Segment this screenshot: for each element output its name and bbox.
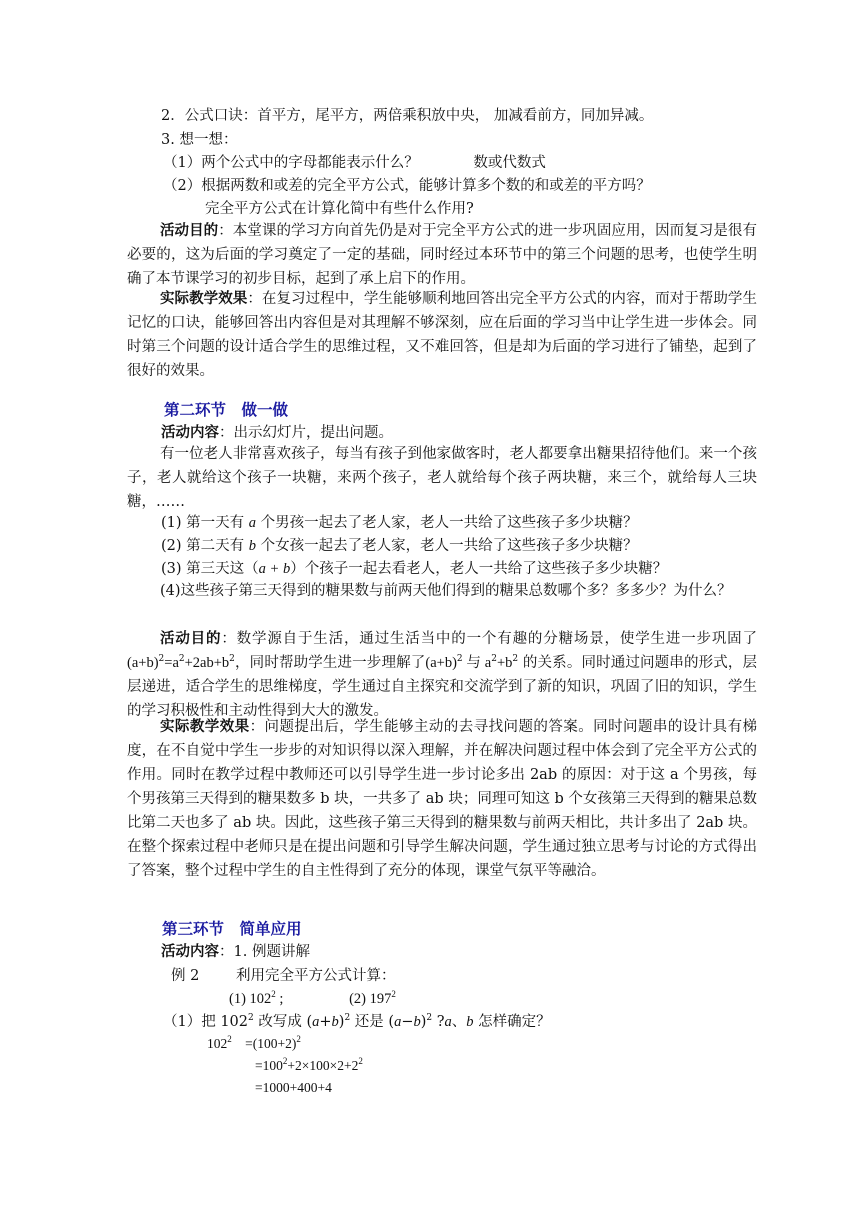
rq-minus: −: [401, 1014, 414, 1030]
formula-2a: (a+b): [425, 655, 457, 671]
purpose-label: 活动目的: [160, 222, 219, 239]
rq-end-c: 怎样确定？: [473, 1014, 551, 1030]
formula-2c: +b: [496, 655, 513, 671]
question-1: [163, 153, 546, 173]
rq-pre: （1）把 102: [163, 1014, 249, 1030]
sq-4: 2: [456, 654, 463, 664]
rq-mid1: 改写成 (: [253, 1014, 313, 1030]
section-2-heading: 第二环节 做一做: [164, 400, 289, 419]
calc2-sq1: 2: [282, 1056, 288, 1066]
q3-var: a + b: [258, 561, 291, 577]
rq-end-b: 、: [451, 1014, 467, 1030]
sq-3: 2: [229, 654, 235, 664]
sq-5: 2: [491, 654, 497, 664]
calc1-left: 102: [207, 1036, 228, 1051]
story-question-3: [161, 559, 667, 579]
activity-purpose-1: [127, 219, 757, 291]
rq-var2: b: [466, 1014, 474, 1030]
rq-mid3: 还是 (: [350, 1014, 395, 1030]
rq-sq3: 2: [426, 1013, 433, 1023]
ex2-sq: 2: [391, 989, 396, 999]
formula-1a: (a+b): [127, 655, 159, 671]
activity-content-3: [161, 942, 310, 962]
q2-post: 个女孩一起去了老人家，老人一共给了这些孩子多少块糖？: [256, 538, 638, 554]
question-1-text: （1）两个公式中的字母都能表示什么？: [163, 155, 419, 171]
q1-pre: (1) 第一天有: [161, 515, 249, 531]
rq-end-a: ?: [432, 1014, 445, 1030]
rewrite-question: [163, 1012, 551, 1032]
rq-b1: b: [331, 1014, 339, 1030]
sq-6: 2: [512, 654, 519, 664]
story-paragraph: 有一位老人非常喜欢孩子，每当有孩子到他家做客时，老人都要拿出糖果招待他们。来一个孩子，老人就给这个孩子一块糖，来两个孩子，老人就给每个孩子两块糖，来三个，就给每人三块糖，……: [127, 446, 757, 510]
activity-purpose-2: [127, 627, 757, 723]
rq-sq2: 2: [344, 1013, 351, 1023]
activity-content-2: [161, 423, 393, 443]
example-item-1-end: ;: [275, 991, 284, 1007]
rq-a2: a: [394, 1014, 402, 1030]
section-3-heading: 第三环节 简单应用: [162, 919, 302, 938]
teaching-effect-1: [127, 287, 757, 383]
example-text: 利用完全平方公式计算：: [235, 968, 396, 984]
teaching-effect-2: [127, 715, 757, 883]
purpose-text-c: 的关系。同时通过问题串的形式，层层递进，适合学生的思维梯度，学生通过自主探究和交流学到了新的知识，巩固了旧的知识，学生的学习积极性和主动性得到大大的激发。: [127, 655, 758, 719]
q3-post: ）个孩子一起去看老人，老人一共给了这些孩子多少块糖？: [290, 561, 668, 577]
q2-pre: (2) 第二天有: [161, 538, 249, 554]
calc-line-2: [255, 1056, 363, 1076]
story-question-2: [161, 536, 638, 556]
q1-var: a: [248, 515, 257, 531]
purpose-label-2: 活动目的: [160, 630, 222, 647]
effect-label: 实际教学效果: [160, 290, 248, 307]
purpose-text-a: ：数学源自于生活，通过生活当中的一个有趣的分糖场景，使学生进一步巩固了: [221, 631, 758, 647]
example-items: [229, 989, 396, 1009]
rq-b2: b: [413, 1014, 421, 1030]
calc2-sq2: 2: [358, 1056, 363, 1066]
purpose-text-b: ，同时帮助学生进一步理解了: [234, 655, 426, 671]
example-line: [171, 966, 395, 986]
effect-text-2: ：问题提出后，学生能够主动的去寻找问题的答案。同时问题串的设计具有梯度，在不自觉中学生一步步的对知识得以深入理解，并在解决问题过程中体会到了完全平方公式的作用。同时在教学过程中教师还可以引导学生进一步讨论多出 2ab 的原因：对于这 a 个男孩，每个男孩第三天得到的糖果数多 b 块，一共多了 ab 块；同理可知这 b 个女孩第三天得到的糖果总数比第二天也多了 ab 块。因此，这些孩子第三天得到的糖果数与前两天相比，共计多出了 2ab 块。在整个探索过程中老师只是在提出问题和引导学生解决问题，学生通过独立思考与讨论的方式得出了答案，整个过程中学生的自主性得到了充分的体现，课堂气氛平等融洽。: [127, 719, 758, 879]
calc1-sq2: 2: [296, 1034, 301, 1044]
formula-1c: +2ab+b: [184, 655, 230, 671]
calc1-right: =(100+2): [245, 1036, 297, 1051]
effect-label-2: 实际教学效果: [160, 718, 250, 735]
calc1-sq1: 2: [227, 1034, 232, 1044]
example-item-1: (1) 102: [229, 991, 272, 1007]
think-heading: 3. 想一想：: [161, 132, 238, 148]
q3-pre: (3) 第三天这（: [161, 561, 259, 577]
rq-plus: +: [319, 1014, 332, 1030]
calc2-b: +2×100×2+2: [287, 1058, 359, 1073]
calc-line-1: [207, 1034, 301, 1054]
rq-mid2: ): [338, 1014, 345, 1030]
content-text: ：出示幻灯片，提出问题。: [219, 425, 393, 441]
rq-mid4: ): [420, 1014, 427, 1030]
formula-1b: =a: [164, 655, 179, 671]
effect-text: ：在复习过程中，学生能够顺利地回答出完全平方公式的内容，而对于帮助学生记忆的口诀，能够回答出内容但是对其理解不够深刻，应在后面的学习当中让学生进一步体会。同时第三个问题的设计适合学生的思维过程，又不难回答，但是却为后面的学习进行了铺垫，起到了很好的效果。: [127, 291, 757, 379]
content-label: 活动内容: [161, 424, 219, 441]
story-question-1: [161, 513, 638, 533]
mnemonic-line: 2．公式口诀：首平方，尾平方，两倍乘积放中央， 加减看前方，同加异减。: [161, 108, 654, 124]
ex1-sq: 2: [271, 989, 276, 999]
formula-2b: 与 a: [462, 655, 492, 671]
question-3: 完全平方公式在计算化简中有些什么作用?: [205, 201, 474, 217]
rq-var1: a: [444, 1014, 452, 1030]
rq-sq1: 2: [248, 1013, 254, 1023]
calc-line-3: =1000+400+4: [255, 1080, 332, 1095]
story-question-4: (4)这些孩子第三天得到的糖果数与前两天他们得到的糖果总数哪个多？多多少？为什么？: [160, 583, 732, 599]
q1-post: 个男孩一起去了老人家，老人一共给了这些孩子多少块糖？: [256, 515, 638, 531]
sq-1: 2: [158, 654, 165, 664]
example-label: 例 2: [171, 968, 200, 984]
content-text-3: ：1. 例题讲解: [219, 944, 310, 960]
question-1-answer: 数或代数式: [473, 155, 546, 171]
question-2: （2）根据两数和或差的完全平方公式，能够计算多个数的和或差的平方吗？: [163, 178, 651, 194]
example-item-2: (2) 197: [349, 991, 392, 1007]
purpose-text: ：本堂课的学习方向首先仍是对于完全平方公式的进一步巩固应用，因而复习是很有必要的，这为后面的学习奠定了一定的基础，同时经过本环节中的第三个问题的思考，也使学生明确了本节课学习的初步目标，起到了承上启下的作用。: [127, 223, 757, 287]
calc2-a: =100: [255, 1058, 283, 1073]
q2-var: b: [248, 538, 257, 554]
content-label-3: 活动内容: [161, 943, 219, 960]
rq-a1: a: [312, 1014, 320, 1030]
sq-2: 2: [178, 654, 185, 664]
